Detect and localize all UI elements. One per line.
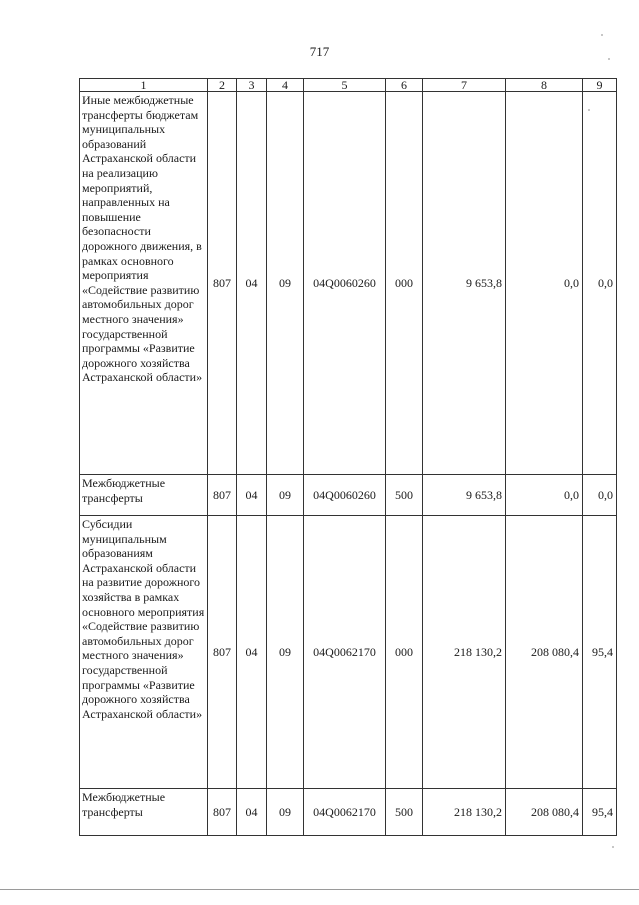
header-cell-1: 1	[80, 79, 208, 92]
header-cell-7: 7	[423, 79, 506, 92]
ministry-code-cell: 807	[208, 475, 237, 516]
percent-cell: 95,4	[583, 789, 617, 836]
target-article-cell: 04Q0060260	[304, 475, 386, 516]
expense-type-cell: 000	[386, 516, 423, 789]
scan-speck	[608, 58, 610, 60]
subsection-code-cell: 09	[267, 516, 304, 789]
scan-speck	[601, 34, 603, 36]
header-cell-2: 2	[208, 79, 237, 92]
table-row	[80, 516, 617, 789]
header-row	[80, 79, 617, 92]
executed-amount-cell: 208 080,4	[506, 789, 583, 836]
target-article-cell: 04Q0060260	[304, 92, 386, 475]
amount-cell: 9 653,8	[423, 92, 506, 475]
header-cell-3: 3	[237, 79, 267, 92]
ministry-code-cell: 807	[208, 789, 237, 836]
scan-speck	[588, 109, 590, 111]
header-cell-9: 9	[583, 79, 617, 92]
ministry-code-cell: 807	[208, 516, 237, 789]
percent-cell: 0,0	[583, 92, 617, 475]
table-row	[80, 789, 617, 836]
row-name-cell: Субсидии муниципальным образованиям Астраханской области на развитие дорожного хозяйства в рамках основного мероприятия «Содействие развитию автомобильных дорог местного значения» государственной программы «Развитие дорожного хозяйства Астраханской области»	[80, 516, 208, 789]
executed-amount-cell: 208 080,4	[506, 516, 583, 789]
page-number: 717	[309, 44, 330, 59]
subsection-code-cell: 09	[267, 475, 304, 516]
row-name-cell: Межбюджетные трансферты	[80, 789, 208, 836]
amount-cell: 218 130,2	[423, 516, 506, 789]
subsection-code-cell: 09	[267, 92, 304, 475]
expense-type-cell: 500	[386, 789, 423, 836]
section-code-cell: 04	[237, 475, 267, 516]
percent-cell: 95,4	[583, 516, 617, 789]
amount-cell: 218 130,2	[423, 789, 506, 836]
header-cell-6: 6	[386, 79, 423, 92]
amount-cell: 9 653,8	[423, 475, 506, 516]
row-name-cell: Иные межбюджетные трансферты бюджетам муниципальных образований Астраханской области на реализацию мероприятий, направленных на повышение безопасности дорожного движения, в рамках основного мероприятия «Содействие развитию автомобильных дорог местного значения» государственной программы «Развитие дорожного хозяйства Астраханской области»	[80, 92, 208, 475]
row-name-cell: Межбюджетные трансферты	[80, 475, 208, 516]
table-row	[80, 475, 617, 516]
section-code-cell: 04	[237, 92, 267, 475]
executed-amount-cell: 0,0	[506, 92, 583, 475]
executed-amount-cell: 0,0	[506, 475, 583, 516]
table-row	[80, 92, 617, 475]
ministry-code-cell: 807	[208, 92, 237, 475]
header-cell-5: 5	[304, 79, 386, 92]
target-article-cell: 04Q0062170	[304, 789, 386, 836]
header-cell-4: 4	[267, 79, 304, 92]
header-cell-8: 8	[506, 79, 583, 92]
expense-type-cell: 500	[386, 475, 423, 516]
subsection-code-cell: 09	[267, 789, 304, 836]
section-code-cell: 04	[237, 789, 267, 836]
section-code-cell: 04	[237, 516, 267, 789]
scan-speck	[612, 846, 614, 848]
budget-table	[79, 78, 617, 836]
scan-edge-line	[0, 889, 639, 890]
target-article-cell: 04Q0062170	[304, 516, 386, 789]
expense-type-cell: 000	[386, 92, 423, 475]
percent-cell: 0,0	[583, 475, 617, 516]
